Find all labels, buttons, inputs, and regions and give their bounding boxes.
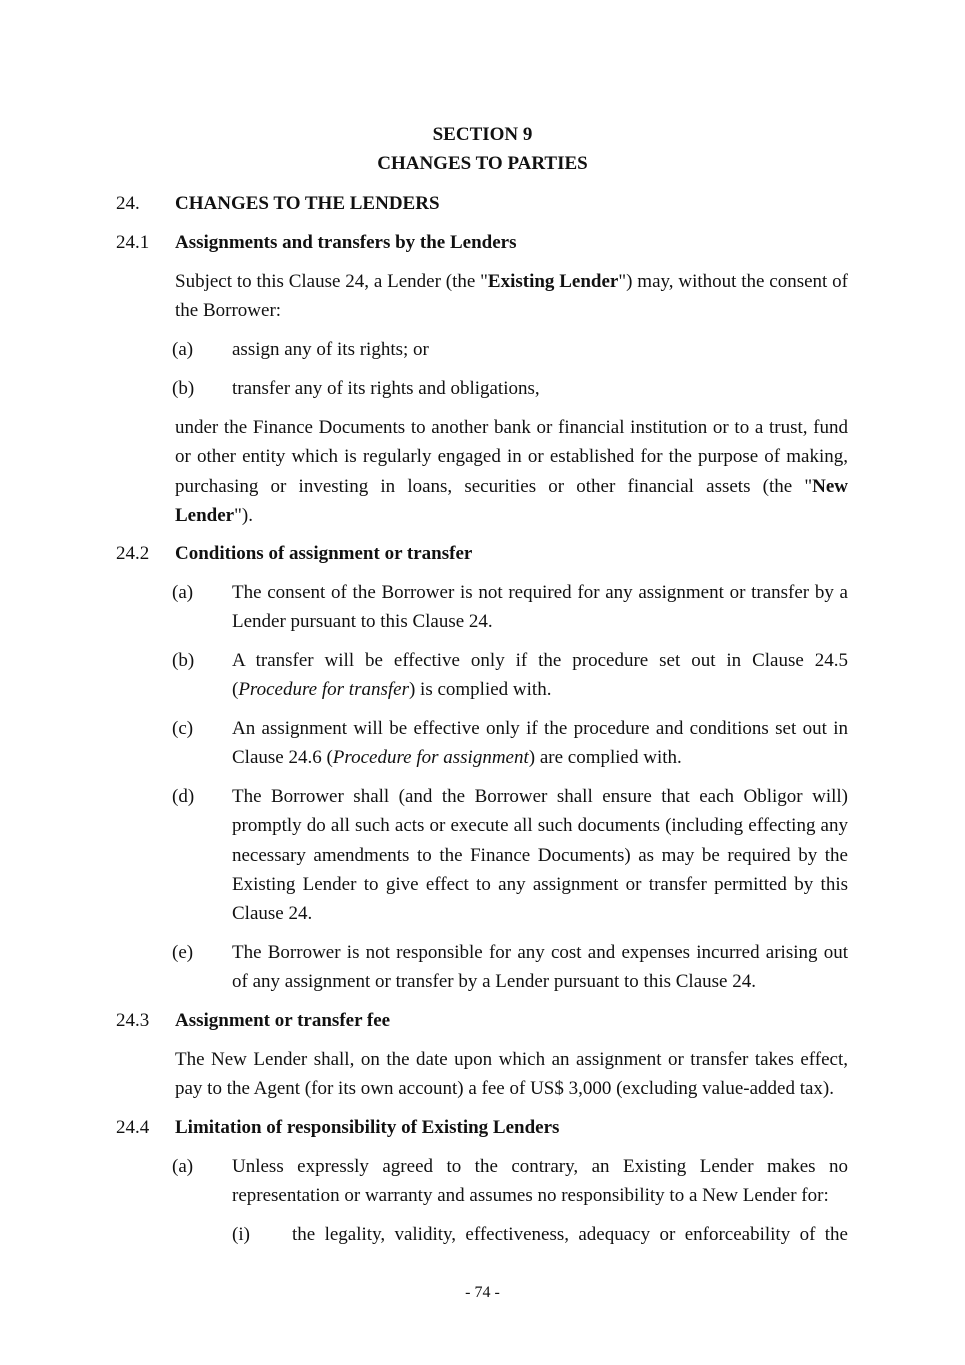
clause-24-4-number: 24.4 — [116, 1117, 150, 1138]
clause-24-2-e-text: The Borrower is not responsible for any cost and expenses incurred arising out of any assignment or transfer by a Lender pursuant to this Clause 24. — [232, 942, 848, 993]
clause-24-1-item-a-text: assign any of its rights; or — [232, 339, 429, 360]
clause-24-4-title: Limitation of responsibility of Existing Lenders — [175, 1117, 560, 1138]
clause-24-1-item-b-label: (b) — [172, 378, 195, 399]
clause-24-1-item-b-text: transfer any of its rights and obligations, — [232, 378, 540, 399]
clause-24-3-title: Assignment or transfer fee — [175, 1010, 391, 1031]
clause-24-1-outro: under the Finance Documents to another bank or financial institution or to a trust, fund or other entity which is regularly engaged in or established for the purpose of making, purchasing or investing in loans, securities or other financial assets (the "New Lender"). — [175, 417, 848, 526]
defined-term-new-lender: New Lender — [175, 475, 848, 526]
clause-24-2-a-text: The consent of the Borrower is not required for any assignment or transfer by a Lender pursuant to this Clause 24. — [232, 582, 848, 633]
clause-24-2-e-label: (e) — [172, 942, 194, 963]
reference-procedure-for-assignment: Procedure for assignment — [332, 747, 529, 769]
clause-24-3-number: 24.3 — [116, 1010, 150, 1031]
clause-24-4-i-label: (i) — [232, 1224, 250, 1245]
clause-24-4-a-label: (a) — [172, 1156, 194, 1177]
page-number: - 74 - — [465, 1284, 500, 1301]
clause-24-2-title: Conditions of assignment or transfer — [175, 543, 473, 564]
section-title: SECTION 9 — [432, 124, 533, 145]
clause-24-2-a-label: (a) — [172, 582, 194, 603]
reference-procedure-for-transfer: Procedure for transfer — [238, 679, 409, 701]
defined-term-existing-lender: Existing Lender — [487, 271, 619, 292]
clause-24-title: CHANGES TO THE LENDERS — [175, 193, 440, 214]
clause-24-1-title: Assignments and transfers by the Lenders — [175, 232, 517, 253]
clause-24-2-number: 24.2 — [116, 543, 150, 564]
clause-24-2-c-text: An assignment will be effective only if the procedure and conditions set out in Clause 24.6 (Procedure for assignment) are complied with. — [232, 718, 848, 769]
clause-24-4-i-text: the legality, validity, effectiveness, adequacy or enforceability of the — [292, 1224, 848, 1245]
clause-24-2-b-text: A transfer will be effective only if the procedure set out in Clause 24.5 (Procedure for transfer) is complied with. — [232, 650, 848, 701]
clause-24-1-intro: Subject to this Clause 24, a Lender (the "Existing Lender") may, without the consent of the Borrower: — [175, 271, 849, 322]
section-subtitle: CHANGES TO PARTIES — [377, 153, 588, 174]
clause-24-2-d-label: (d) — [172, 786, 195, 807]
clause-24-1-number: 24.1 — [116, 232, 150, 253]
clause-24-2-c-label: (c) — [172, 718, 194, 739]
clause-24-4-a-text: Unless expressly agreed to the contrary, an Existing Lender makes no representation or warranty and assumes no responsibility to a New Lender for: — [232, 1156, 848, 1207]
clause-24-2-d-text: The Borrower shall (and the Borrower shall ensure that each Obligor will) promptly do all such acts or execute all such documents (including effecting any necessary amendments to the Finance Documents) as may be required by the Existing Lender to give effect to any assignment or transfer permitted by this Clause 24. — [232, 786, 848, 925]
clause-24-3-text: The New Lender shall, on the date upon which an assignment or transfer takes effect, pay to the Agent (for its own account) a fee of US$ 3,000 (excluding value-added tax). — [175, 1049, 848, 1100]
clause-24-1-item-a-label: (a) — [172, 339, 194, 360]
clause-24-2-b-label: (b) — [172, 650, 195, 671]
clause-24-number: 24. — [116, 193, 140, 214]
